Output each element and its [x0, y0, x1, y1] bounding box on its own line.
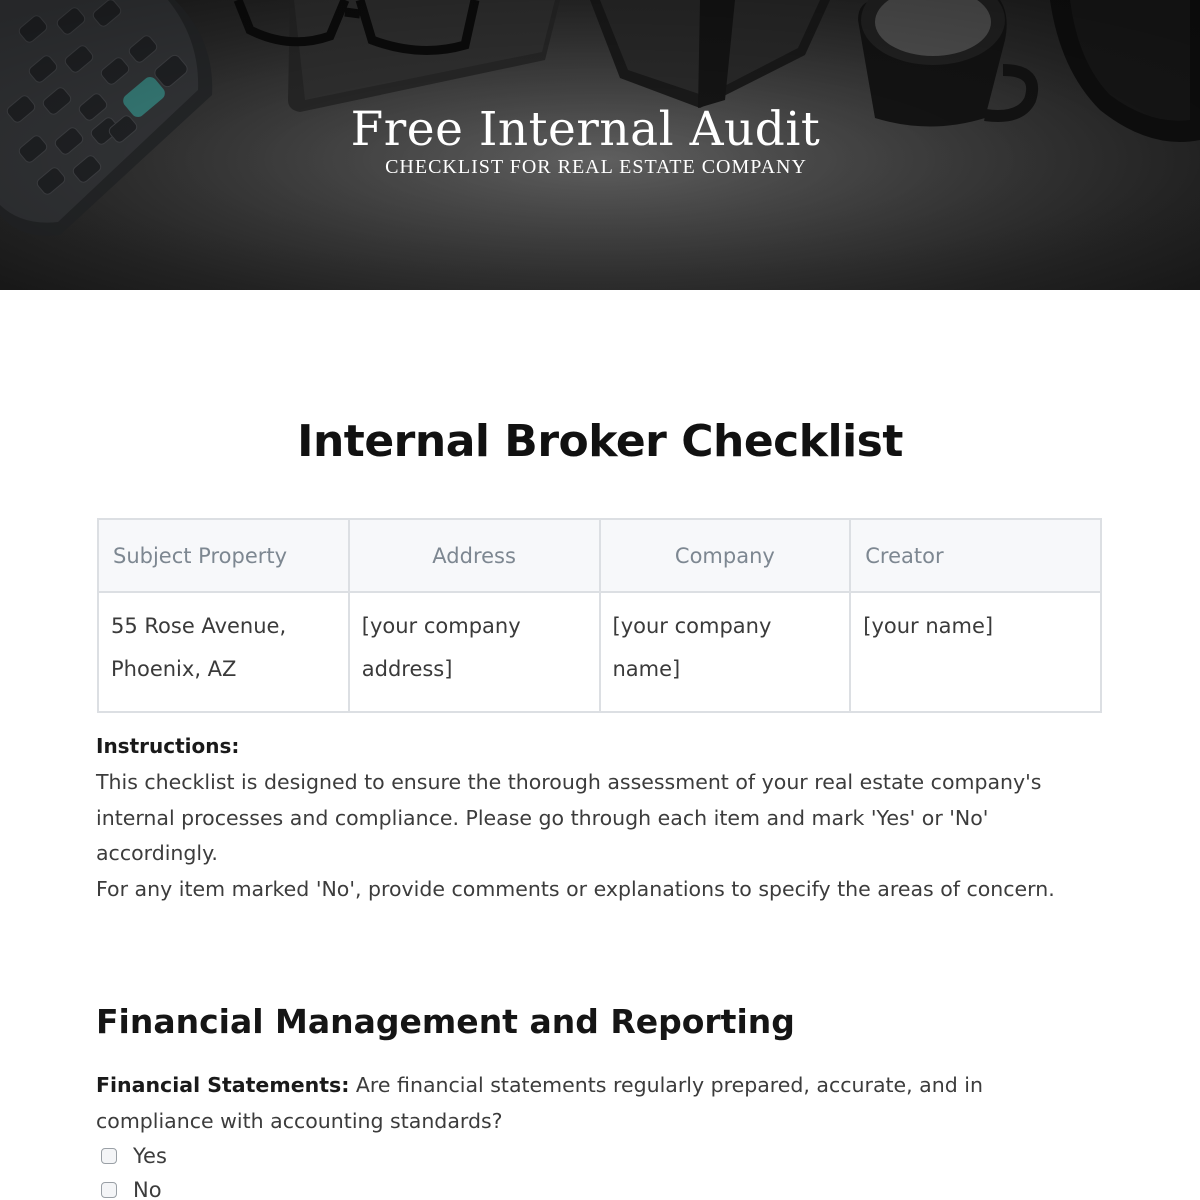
property-info-table: [97, 518, 1102, 713]
cell-company: [your company name]: [600, 592, 851, 712]
section-heading: Financial Management and Reporting: [96, 1002, 795, 1041]
checklist-question: [96, 1068, 1106, 1139]
header-creator: Creator: [850, 519, 1101, 592]
instructions-paragraph-comments: For any item marked 'No', provide comments or explanations to specify the areas of concern.: [96, 877, 1055, 901]
option-yes-label: Yes: [133, 1144, 167, 1168]
table-row: [98, 592, 1101, 712]
option-yes[interactable]: [101, 1144, 167, 1168]
cell-subject-property: 55 Rose Avenue, Phoenix, AZ: [98, 592, 349, 712]
option-no[interactable]: [101, 1178, 162, 1200]
instructions-paragraph: This checklist is designed to ensure the thorough assessment of your real estate company's internal processes and compliance. Please go through each item and mark 'Yes' or 'No' accordingly.: [96, 770, 1042, 865]
cell-address: [your company address]: [349, 592, 600, 712]
document-title: Internal Broker Checklist: [297, 416, 903, 467]
option-no-label: No: [133, 1178, 162, 1200]
cell-creator: [your name]: [850, 592, 1101, 712]
table-header-row: [98, 519, 1101, 592]
question-text: Are financial statements regularly prepared, accurate, and in compliance with accounting standards?: [96, 1073, 983, 1133]
banner-title: Free Internal Audit: [350, 102, 821, 157]
header-company: Company: [600, 519, 851, 592]
header-subject-property: Subject Property: [98, 519, 349, 592]
no-checkbox[interactable]: [101, 1182, 117, 1198]
header-banner: [0, 0, 1200, 290]
banner-subtitle: CHECKLIST FOR REAL ESTATE COMPANY: [385, 156, 807, 178]
header-address: Address: [349, 519, 600, 592]
question-label: Financial Statements:: [96, 1073, 350, 1097]
instructions-heading: Instructions:: [96, 734, 240, 758]
yes-checkbox[interactable]: [101, 1148, 117, 1164]
